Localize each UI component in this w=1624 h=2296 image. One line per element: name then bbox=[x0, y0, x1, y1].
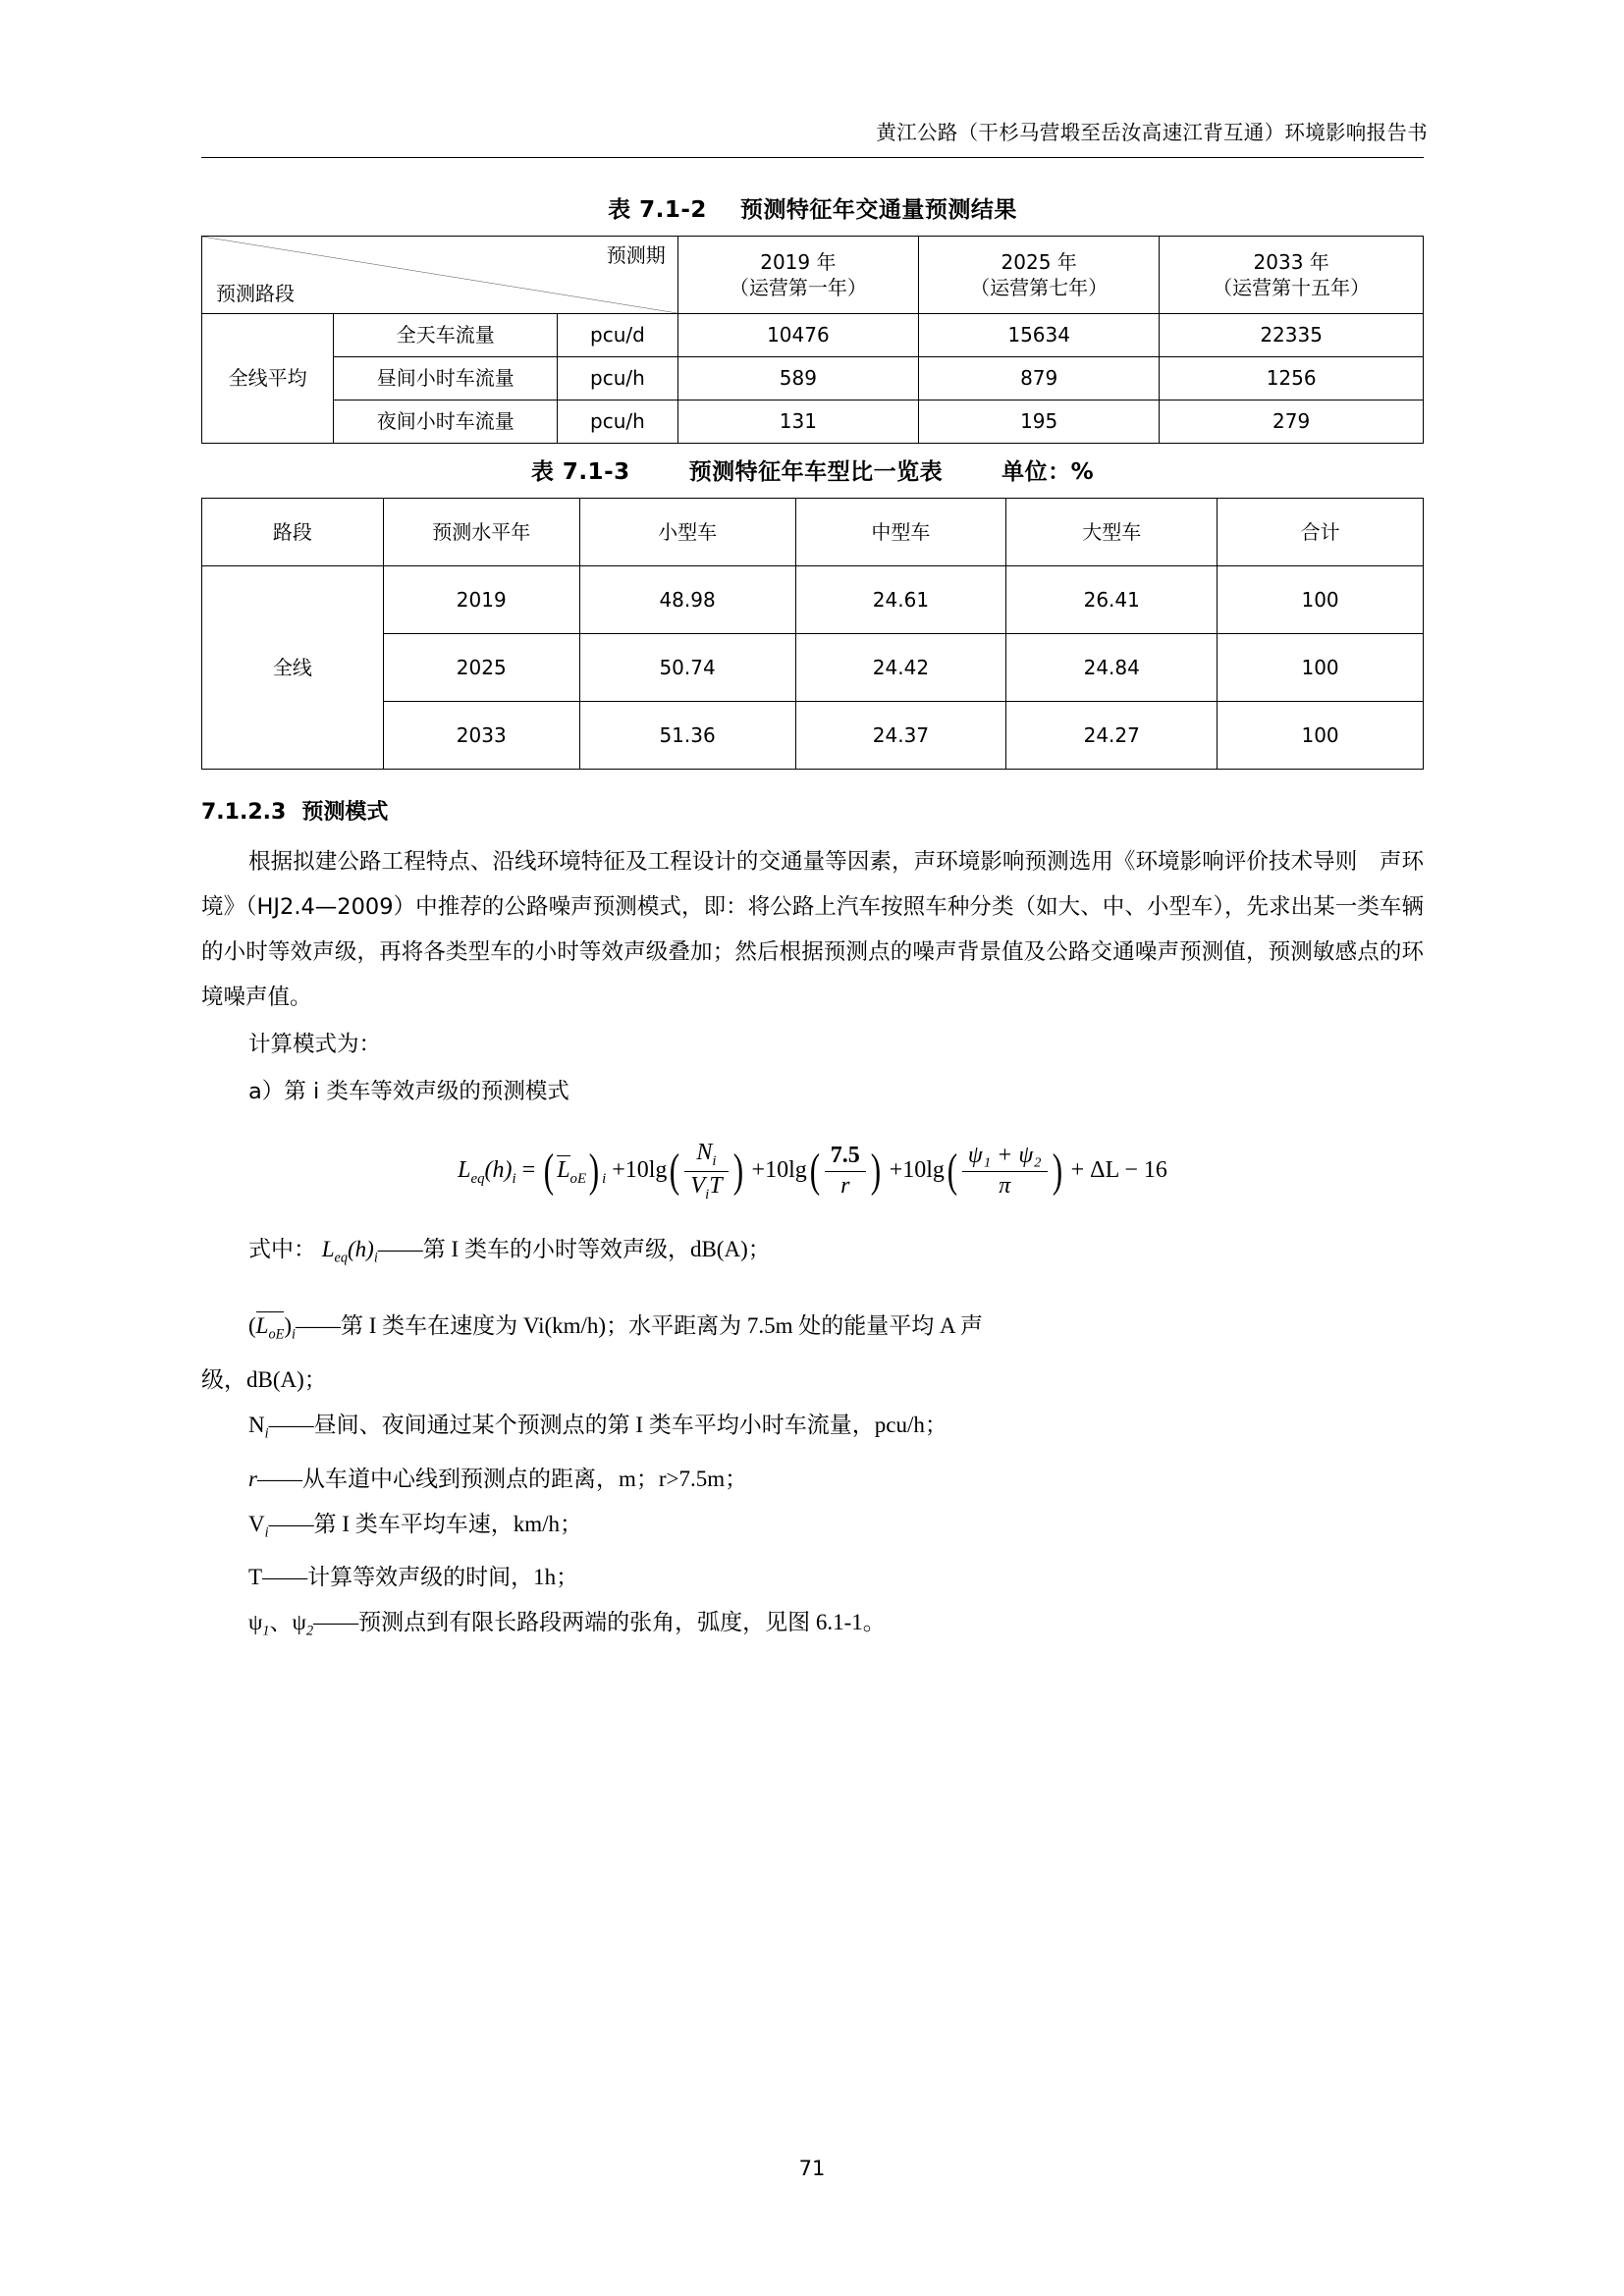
formula-lhs-i: i bbox=[512, 1170, 516, 1187]
definition-0 bbox=[201, 1227, 1424, 1281]
table2-row0-medium: 24.61 bbox=[795, 566, 1006, 634]
table2-row1-small: 50.74 bbox=[579, 634, 795, 702]
formula-lhs: L bbox=[458, 1156, 471, 1183]
paragraph-2: 计算模式为： bbox=[248, 1032, 382, 1057]
table1-corner-cell bbox=[202, 237, 678, 314]
table1-caption-number: 表 7.1-2 bbox=[608, 197, 707, 223]
table2-row1-large: 24.84 bbox=[1006, 634, 1218, 702]
definition-1 bbox=[201, 1304, 1424, 1358]
table1-row2-label: 夜间小时车流量 bbox=[334, 400, 558, 444]
page-header: 黄江公路（干杉马营塅至岳汝高速江背互通）环境影响报告书 bbox=[876, 121, 1428, 144]
formula-frac1 bbox=[684, 1140, 728, 1203]
table2-col-3: 中型车 bbox=[795, 499, 1006, 566]
frac1-num-sub: i bbox=[712, 1152, 717, 1169]
table1-row0-v2: 22335 bbox=[1160, 314, 1424, 357]
table-row bbox=[202, 702, 1424, 770]
col-year: 2019 年 bbox=[760, 250, 837, 274]
frac2-den: r bbox=[840, 1172, 850, 1199]
table2-row2-medium: 24.37 bbox=[795, 702, 1006, 770]
definition-4-symbol: $V_i$ bbox=[248, 1511, 269, 1541]
formula-equals: = bbox=[521, 1156, 536, 1183]
vehicle-ratio-table bbox=[201, 498, 1424, 770]
definition-1-text: ——第 I 类车在速度为 Vi(km/h)；水平距离为 7.5m 处的能量平均 A 声 bbox=[295, 1313, 984, 1339]
definition-5-symbol: T bbox=[248, 1565, 263, 1590]
table2-col-5: 合计 bbox=[1218, 499, 1424, 566]
frac1-den: V bbox=[690, 1172, 706, 1199]
definition-6 bbox=[201, 1600, 1424, 1654]
table2-row0-small: 48.98 bbox=[579, 566, 795, 634]
formula-log2: +10lg bbox=[751, 1156, 807, 1183]
definition-3-symbol: r bbox=[248, 1466, 257, 1491]
table2-row1-year: 2025 bbox=[383, 634, 579, 702]
table2-row-group-label: 全线 bbox=[202, 566, 384, 770]
definition-4 bbox=[201, 1502, 1424, 1556]
table1-row2-unit: pcu/h bbox=[558, 400, 678, 444]
col-note: （运营第十五年） bbox=[1213, 276, 1371, 299]
equation-leq: $L_{eq}(h)_i$ = ( $L_{oE}$) $_i$ +10lg( $\frac{N_i}{V_iT}$ ) +10lg( $\frac{7.5}{r}$ ) +10lg( $\frac{\text{ψ₁ + ψ₂}}{\pi}$ ) + ΔL − 16 bbox=[458, 1140, 1167, 1202]
section-number: 7.1.2.3 bbox=[201, 800, 287, 825]
table1-row0-v1: 15634 bbox=[919, 314, 1160, 357]
paragraph-1: 根据拟建公路工程特点、沿线环境特征及工程设计的交通量等因素，声环境影响预测选用《环境影响评价技术导则 声环境》（HJ2.4—2009）中推荐的公路噪声预测模式，即：将公路上汽车按照车种分类（如大、中、小型车），先求出某一类车辆的小时等效声级，再将各类型车的小时等效声级叠加；然后根据预测点的噪声背景值及公路交通噪声预测值，预测敏感点的环境噪声值。 bbox=[201, 849, 1424, 1010]
col-note: （运营第一年） bbox=[729, 276, 867, 299]
paragraph-3: a）第 i 类车等效声级的预测模式 bbox=[248, 1079, 569, 1104]
table1-row1-v2: 1256 bbox=[1160, 357, 1424, 400]
table2-row1-medium: 24.42 bbox=[795, 634, 1006, 702]
formula-loe: L bbox=[557, 1156, 570, 1183]
definition-5 bbox=[201, 1555, 1424, 1600]
frac1-den-sub: i bbox=[705, 1186, 710, 1202]
definition-3-text: ——从车道中心线到预测点的距离，m；r>7.5m； bbox=[256, 1466, 748, 1491]
table2-caption-title: 预测特征年车型比一览表 bbox=[688, 459, 944, 485]
table2-row2-year: 2033 bbox=[383, 702, 579, 770]
definition-2 bbox=[201, 1403, 1424, 1457]
table1-caption-title: 预测特征年交通量预测结果 bbox=[739, 197, 1017, 223]
table2-caption bbox=[201, 454, 1424, 486]
table1-row2-v0: 131 bbox=[677, 400, 918, 444]
page-footer: 71 bbox=[798, 2157, 826, 2180]
definition-0-text: ——第 I 类车的小时等效声级，dB(A)； bbox=[377, 1236, 771, 1261]
table2-row1-total: 100 bbox=[1218, 634, 1424, 702]
table2-row2-large: 24.27 bbox=[1006, 702, 1218, 770]
table1-row1-unit: pcu/h bbox=[558, 357, 678, 400]
formula-lhs-h: (h) bbox=[484, 1156, 513, 1183]
table2-caption-unit: 单位：% bbox=[1001, 459, 1095, 485]
traffic-volume-table bbox=[201, 236, 1424, 444]
formula-log1: +10lg bbox=[612, 1156, 668, 1183]
table2-row0-large: 26.41 bbox=[1006, 566, 1218, 634]
formula-log3: +10lg bbox=[889, 1156, 945, 1183]
definition-6-text: ——预测点到有限长路段两端的张角，弧度，见图 6.1-1。 bbox=[313, 1610, 886, 1635]
frac2-num: 7.5 bbox=[830, 1143, 860, 1169]
definition-2-symbol: $N_i$ bbox=[248, 1412, 269, 1442]
table1-row-group-label: 全线平均 bbox=[202, 314, 334, 444]
definition-0-prefix: 式中： bbox=[248, 1236, 316, 1261]
table1-row0-v0: 10476 bbox=[677, 314, 918, 357]
definition-0-symbol: $L_{eq}(h)_i$ bbox=[321, 1236, 378, 1266]
col-year: 2025 年 bbox=[1001, 250, 1077, 274]
col-note: （运营第七年） bbox=[970, 276, 1109, 299]
table2-caption-number: 表 7.1-3 bbox=[530, 459, 630, 485]
table-row bbox=[202, 357, 1424, 400]
table-row bbox=[202, 499, 1424, 566]
table1-corner-bottom-label: 预测路段 bbox=[216, 282, 295, 305]
definition-3 bbox=[201, 1457, 1424, 1502]
table1-row1-v0: 589 bbox=[677, 357, 918, 400]
table1-row0-label: 全天车流量 bbox=[334, 314, 558, 357]
table-row bbox=[202, 566, 1424, 634]
table2-col-2: 小型车 bbox=[579, 499, 795, 566]
frac3-num: ψ₁ + ψ₂ bbox=[967, 1143, 1042, 1169]
formula-lhs-sub: eq bbox=[470, 1170, 485, 1187]
formula-frac3 bbox=[962, 1143, 1048, 1200]
header-divider bbox=[201, 157, 1424, 158]
table1-col-2019 bbox=[677, 237, 918, 314]
table1-row2-v2: 279 bbox=[1160, 400, 1424, 444]
table1-row2-v1: 195 bbox=[919, 400, 1160, 444]
table1-row0-unit: pcu/d bbox=[558, 314, 678, 357]
definition-4-text: ——第 I 类车平均车速，km/h； bbox=[268, 1511, 583, 1536]
frac1-den-t: T bbox=[709, 1172, 723, 1199]
formula-loe-sub: oE bbox=[569, 1170, 587, 1187]
table1-col-2033 bbox=[1160, 237, 1424, 314]
formula-tail: + ΔL − 16 bbox=[1070, 1156, 1167, 1183]
table2-row0-year: 2019 bbox=[383, 566, 579, 634]
table1-row1-label: 昼间小时车流量 bbox=[334, 357, 558, 400]
table2-col-0: 路段 bbox=[202, 499, 384, 566]
frac3-den: π bbox=[999, 1172, 1011, 1199]
col-year: 2033 年 bbox=[1253, 250, 1329, 274]
definition-6-symbol: $\psi_1$、$\psi_2$ bbox=[248, 1610, 314, 1639]
table-row bbox=[202, 634, 1424, 702]
section-title: 预测模式 bbox=[301, 800, 389, 825]
table-row bbox=[202, 237, 1424, 314]
table-row bbox=[202, 400, 1424, 444]
table2-row2-total: 100 bbox=[1218, 702, 1424, 770]
table2-col-1: 预测水平年 bbox=[383, 499, 579, 566]
formula-loe-i: i bbox=[602, 1170, 607, 1187]
formula-frac2 bbox=[825, 1143, 866, 1200]
table2-row2-small: 51.36 bbox=[579, 702, 795, 770]
table2-row0-total: 100 bbox=[1218, 566, 1424, 634]
section-heading bbox=[201, 795, 1424, 826]
definition-1-symbol: $(L_{oE})_i$ bbox=[248, 1313, 296, 1343]
table1-caption bbox=[201, 191, 1424, 224]
page-content bbox=[201, 182, 1424, 1654]
definition-5-text: ——计算等效声级的时间，1h； bbox=[262, 1565, 579, 1590]
table1-corner-top-label: 预测期 bbox=[606, 243, 666, 267]
table1-row1-v1: 879 bbox=[919, 357, 1160, 400]
definition-2-text: ——昼间、夜间通过某个预测点的第 I 类车平均小时车流量，pcu/h； bbox=[268, 1412, 947, 1437]
definition-1-cont: 级，dB(A)； bbox=[201, 1366, 327, 1392]
frac1-num: N bbox=[696, 1140, 713, 1165]
table-row bbox=[202, 314, 1424, 357]
table2-col-4: 大型车 bbox=[1006, 499, 1218, 566]
table1-col-2025 bbox=[919, 237, 1160, 314]
